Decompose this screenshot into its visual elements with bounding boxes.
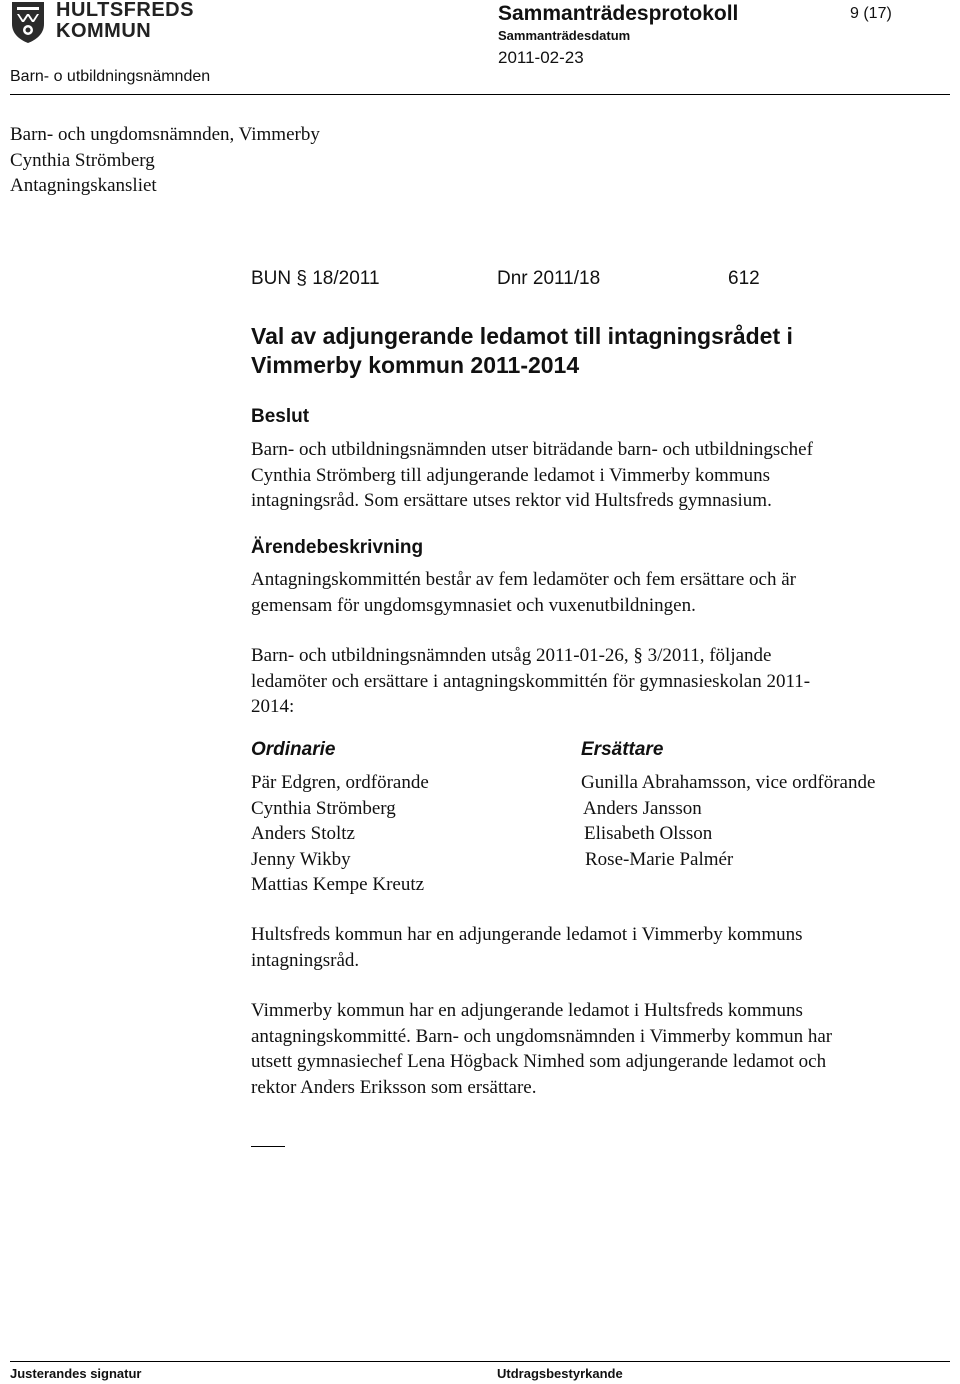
- description-paragraph-2: [251, 643, 931, 720]
- text-line: Cynthia Strömberg till adjungerande ledamot i Vimmerby kommuns: [251, 464, 771, 486]
- meeting-date-label: Sammanträdesdatum: [498, 28, 631, 43]
- diary-number: Dnr 2011/18: [497, 268, 601, 289]
- text-line: Antagningskommittén består av fem ledamöter och fem ersättare och är: [251, 569, 796, 590]
- text-line: antagningskommitté. Barn- och ungdomsnämnden i Vimmerby kommun har: [251, 1025, 833, 1047]
- member-name: Gunilla Abrahamsson, vice ordförande: [581, 772, 876, 793]
- ersattare-list: [581, 770, 875, 872]
- text-line: Barn- och utbildningsnämnden utser biträdande barn- och utbildningschef: [251, 439, 813, 460]
- closing-paragraph-1: [251, 922, 931, 973]
- logo-text-line2: KOMMUN: [56, 20, 152, 42]
- item-title-line: Vimmerby kommun 2011-2014: [251, 352, 580, 378]
- closing-paragraph-2: [251, 998, 931, 1100]
- ordinarie-heading: Ordinarie: [251, 739, 336, 760]
- member-name: Rose-Marie Palmér: [585, 848, 734, 870]
- member-name: Cynthia Strömberg: [251, 797, 396, 819]
- decision-heading: Beslut: [251, 406, 310, 427]
- member-name: Jenny Wikby: [251, 848, 351, 870]
- text-line: 2014:: [251, 696, 295, 717]
- case-number: BUN § 18/2011: [251, 268, 380, 289]
- description-paragraph-1: [251, 567, 931, 618]
- header-divider: [10, 94, 950, 95]
- document-title: Sammanträdesprotokoll: [498, 2, 739, 25]
- adjuster-signature-label: Justerandes signatur: [10, 1366, 142, 1381]
- decision-text: [251, 437, 931, 514]
- member-name: Anders Jansson: [583, 797, 702, 819]
- recipient: Barn- och ungdomsnämnden, Vimmerby: [10, 124, 320, 145]
- member-name: Mattias Kempe Kreutz: [251, 874, 425, 895]
- municipality-logo: [8, 0, 194, 44]
- meeting-date: 2011-02-23: [498, 48, 584, 67]
- logo-text-line1: HULTSFREDS: [56, 0, 194, 21]
- footer-divider: [10, 1361, 950, 1362]
- coat-of-arms-icon: [8, 0, 48, 44]
- item-title-line: Val av adjungerande ledamot till intagningsrådet i: [251, 323, 793, 349]
- page-number: 9 (17): [850, 5, 892, 22]
- recipient-list: [10, 122, 320, 199]
- text-line: Barn- och utbildningsnämnden utsåg 2011-01-26, § 3/2011, följande: [251, 645, 772, 666]
- extract-certification-label: Utdragsbestyrkande: [497, 1366, 623, 1381]
- text-line: rektor Anders Eriksson som ersättare.: [251, 1076, 537, 1098]
- ordinarie-list: [251, 770, 429, 898]
- member-name: Elisabeth Olsson: [584, 823, 713, 844]
- member-name: Pär Edgren, ordförande: [251, 772, 429, 793]
- archive-code: 612: [728, 268, 760, 289]
- member-name: Anders Stoltz: [251, 823, 355, 844]
- ersattare-heading: Ersättare: [581, 739, 664, 760]
- committee-name: Barn- o utbildningsnämnden: [10, 68, 211, 85]
- text-line: ledamöter och ersättare i antagningskommittén för gymnasieskolan 2011-: [251, 670, 811, 692]
- item-title: [251, 322, 931, 380]
- text-line: utsett gymnasiechef Lena Högback Nimhed som adjungerande ledamot och: [251, 1051, 827, 1072]
- recipient: Antagningskansliet: [10, 175, 157, 196]
- text-line: intagningsråd.: [251, 949, 360, 971]
- text-line: intagningsråd. Som ersättare utses rektor vid Hultsfreds gymnasium.: [251, 490, 772, 511]
- end-mark-line: [251, 1146, 285, 1147]
- recipient: Cynthia Strömberg: [10, 149, 155, 171]
- text-line: gemensam för ungdomsgymnasiet och vuxenutbildningen.: [251, 594, 696, 616]
- text-line: Vimmerby kommun har en adjungerande ledamot i Hultsfreds kommuns: [251, 1000, 803, 1021]
- text-line: Hultsfreds kommun har en adjungerande ledamot i Vimmerby kommuns: [251, 924, 803, 945]
- description-heading: Ärendebeskrivning: [251, 537, 424, 558]
